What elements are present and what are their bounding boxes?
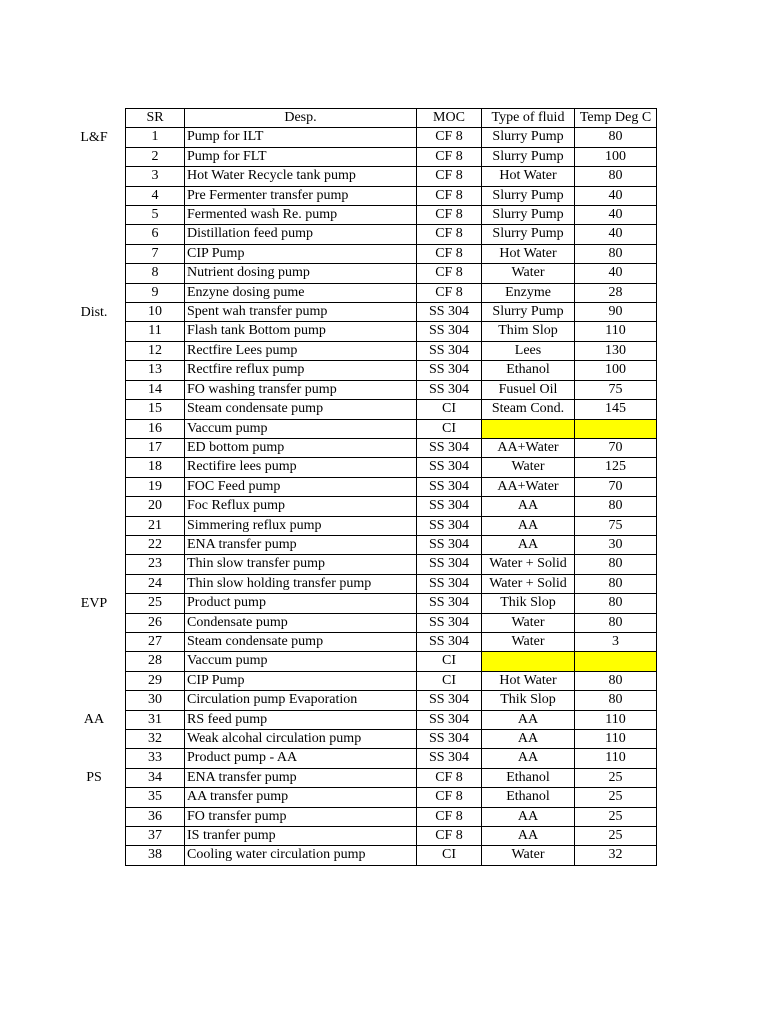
- cell-temp: 40: [575, 206, 657, 225]
- cell-temp: 40: [575, 225, 657, 244]
- cell-desp: Spent wah transfer pump: [185, 303, 417, 322]
- cell-moc: CF 8: [417, 768, 482, 787]
- cell-temp: 80: [575, 555, 657, 574]
- cell-sr: 28: [126, 652, 185, 671]
- group-label: PS: [86, 770, 102, 786]
- cell-moc: SS 304: [417, 516, 482, 535]
- table-row: [126, 827, 657, 846]
- cell-moc: CI: [417, 419, 482, 438]
- cell-desp: Cooling water circulation pump: [185, 846, 417, 865]
- cell-moc: SS 304: [417, 574, 482, 593]
- cell-temp: 130: [575, 341, 657, 360]
- cell-fluid: Thik Slop: [482, 691, 575, 710]
- table-row: [126, 613, 657, 632]
- cell-temp: [575, 652, 657, 671]
- table-row: [126, 264, 657, 283]
- cell-desp: Rectfire Lees pump: [185, 341, 417, 360]
- cell-sr: 4: [126, 186, 185, 205]
- cell-temp: 125: [575, 458, 657, 477]
- cell-sr: 23: [126, 555, 185, 574]
- cell-sr: 10: [126, 303, 185, 322]
- table-row: [126, 419, 657, 438]
- cell-temp: 80: [575, 594, 657, 613]
- cell-sr: 35: [126, 788, 185, 807]
- cell-sr: 1: [126, 128, 185, 147]
- cell-moc: SS 304: [417, 535, 482, 554]
- cell-moc: CF 8: [417, 186, 482, 205]
- cell-sr: 20: [126, 497, 185, 516]
- cell-fluid: AA: [482, 710, 575, 729]
- cell-temp: 25: [575, 827, 657, 846]
- cell-fluid: AA: [482, 807, 575, 826]
- cell-desp: CIP Pump: [185, 244, 417, 263]
- table-row: [126, 303, 657, 322]
- table-row: [126, 244, 657, 263]
- cell-temp: 80: [575, 128, 657, 147]
- pump-table: [125, 108, 657, 866]
- cell-temp: 25: [575, 788, 657, 807]
- cell-desp: Enzyne dosing pume: [185, 283, 417, 302]
- table-row: [126, 730, 657, 749]
- table-row: [126, 788, 657, 807]
- cell-desp: AA transfer pump: [185, 788, 417, 807]
- cell-fluid: Water: [482, 264, 575, 283]
- cell-desp: Fermented wash Re. pump: [185, 206, 417, 225]
- cell-sr: 31: [126, 710, 185, 729]
- cell-desp: Simmering reflux pump: [185, 516, 417, 535]
- cell-desp: FOC Feed pump: [185, 477, 417, 496]
- cell-moc: CF 8: [417, 264, 482, 283]
- cell-sr: 33: [126, 749, 185, 768]
- cell-fluid: [482, 419, 575, 438]
- cell-desp: Pre Fermenter transfer pump: [185, 186, 417, 205]
- cell-desp: Distillation feed pump: [185, 225, 417, 244]
- cell-fluid: AA: [482, 535, 575, 554]
- cell-fluid: Water: [482, 846, 575, 865]
- cell-moc: SS 304: [417, 613, 482, 632]
- cell-fluid: Hot Water: [482, 244, 575, 263]
- table-row: [126, 535, 657, 554]
- cell-temp: 75: [575, 380, 657, 399]
- table-row: [126, 749, 657, 768]
- cell-sr: 26: [126, 613, 185, 632]
- cell-sr: 37: [126, 827, 185, 846]
- cell-fluid: Ethanol: [482, 361, 575, 380]
- cell-sr: 2: [126, 147, 185, 166]
- cell-moc: SS 304: [417, 749, 482, 768]
- cell-temp: 80: [575, 671, 657, 690]
- cell-temp: 3: [575, 632, 657, 651]
- cell-sr: 22: [126, 535, 185, 554]
- cell-fluid: Slurry Pump: [482, 186, 575, 205]
- table-row: [126, 400, 657, 419]
- cell-fluid: Enzyme: [482, 283, 575, 302]
- cell-fluid: AA+Water: [482, 438, 575, 457]
- cell-moc: CF 8: [417, 807, 482, 826]
- cell-desp: Steam condensate pump: [185, 400, 417, 419]
- cell-fluid: Hot Water: [482, 671, 575, 690]
- cell-fluid: Steam Cond.: [482, 400, 575, 419]
- cell-sr: 18: [126, 458, 185, 477]
- cell-fluid: Ethanol: [482, 768, 575, 787]
- cell-desp: Rectfire reflux pump: [185, 361, 417, 380]
- cell-temp: 70: [575, 477, 657, 496]
- cell-fluid: Water + Solid: [482, 555, 575, 574]
- header-moc: MOC: [417, 109, 482, 128]
- cell-moc: SS 304: [417, 477, 482, 496]
- cell-fluid: [482, 652, 575, 671]
- cell-fluid: Slurry Pump: [482, 206, 575, 225]
- cell-fluid: AA: [482, 497, 575, 516]
- cell-desp: Circulation pump Evaporation: [185, 691, 417, 710]
- cell-fluid: Slurry Pump: [482, 303, 575, 322]
- cell-moc: CF 8: [417, 206, 482, 225]
- cell-fluid: Water: [482, 613, 575, 632]
- cell-temp: 40: [575, 264, 657, 283]
- cell-sr: 19: [126, 477, 185, 496]
- table-row: [126, 186, 657, 205]
- header-sr: SR: [126, 109, 185, 128]
- cell-desp: Steam condensate pump: [185, 632, 417, 651]
- cell-fluid: Thim Slop: [482, 322, 575, 341]
- cell-desp: Thin slow holding transfer pump: [185, 574, 417, 593]
- cell-sr: 29: [126, 671, 185, 690]
- table-row: [126, 594, 657, 613]
- cell-temp: 28: [575, 283, 657, 302]
- cell-desp: FO transfer pump: [185, 807, 417, 826]
- header-desp: Desp.: [185, 109, 417, 128]
- cell-moc: CI: [417, 400, 482, 419]
- cell-temp: 145: [575, 400, 657, 419]
- table-row: [126, 438, 657, 457]
- cell-fluid: Fusuel Oil: [482, 380, 575, 399]
- table-row: [126, 361, 657, 380]
- cell-moc: SS 304: [417, 730, 482, 749]
- table-row: [126, 632, 657, 651]
- cell-temp: 70: [575, 438, 657, 457]
- cell-moc: SS 304: [417, 691, 482, 710]
- group-label: AA: [83, 711, 105, 727]
- cell-sr: 32: [126, 730, 185, 749]
- cell-sr: 11: [126, 322, 185, 341]
- cell-fluid: Slurry Pump: [482, 147, 575, 166]
- cell-temp: 110: [575, 730, 657, 749]
- cell-temp: 80: [575, 167, 657, 186]
- cell-sr: 38: [126, 846, 185, 865]
- table-row: [126, 671, 657, 690]
- cell-sr: 7: [126, 244, 185, 263]
- cell-desp: ED bottom pump: [185, 438, 417, 457]
- cell-temp: 110: [575, 749, 657, 768]
- group-label: EVP: [80, 595, 108, 611]
- cell-temp: 75: [575, 516, 657, 535]
- cell-moc: SS 304: [417, 303, 482, 322]
- cell-moc: CF 8: [417, 225, 482, 244]
- cell-desp: IS tranfer pump: [185, 827, 417, 846]
- cell-desp: ENA transfer pump: [185, 535, 417, 554]
- cell-moc: CF 8: [417, 788, 482, 807]
- cell-desp: Product pump - AA: [185, 749, 417, 768]
- cell-desp: FO washing transfer pump: [185, 380, 417, 399]
- cell-fluid: AA+Water: [482, 477, 575, 496]
- cell-moc: CF 8: [417, 167, 482, 186]
- header-fluid: Type of fluid: [482, 109, 575, 128]
- cell-fluid: AA: [482, 749, 575, 768]
- cell-moc: SS 304: [417, 341, 482, 360]
- cell-temp: 100: [575, 147, 657, 166]
- cell-moc: CF 8: [417, 827, 482, 846]
- cell-sr: 15: [126, 400, 185, 419]
- cell-moc: CI: [417, 652, 482, 671]
- cell-desp: Pump for FLT: [185, 147, 417, 166]
- table-row: [126, 652, 657, 671]
- cell-temp: 110: [575, 322, 657, 341]
- table-row: [126, 322, 657, 341]
- cell-sr: 12: [126, 341, 185, 360]
- cell-sr: 24: [126, 574, 185, 593]
- cell-sr: 5: [126, 206, 185, 225]
- cell-temp: 25: [575, 807, 657, 826]
- cell-temp: 110: [575, 710, 657, 729]
- cell-fluid: Water: [482, 458, 575, 477]
- cell-sr: 34: [126, 768, 185, 787]
- cell-moc: SS 304: [417, 710, 482, 729]
- header-row: [126, 109, 657, 128]
- cell-sr: 14: [126, 380, 185, 399]
- cell-desp: Hot Water Recycle tank pump: [185, 167, 417, 186]
- cell-temp: [575, 419, 657, 438]
- cell-moc: SS 304: [417, 438, 482, 457]
- table-row: [126, 516, 657, 535]
- group-label: Dist.: [80, 304, 108, 320]
- group-label: L&F: [80, 129, 108, 145]
- cell-temp: 80: [575, 244, 657, 263]
- cell-temp: 40: [575, 186, 657, 205]
- cell-sr: 9: [126, 283, 185, 302]
- table-row: [126, 691, 657, 710]
- cell-temp: 30: [575, 535, 657, 554]
- table-row: [126, 477, 657, 496]
- cell-sr: 13: [126, 361, 185, 380]
- cell-moc: CI: [417, 846, 482, 865]
- cell-fluid: Water: [482, 632, 575, 651]
- table-row: [126, 128, 657, 147]
- table-row: [126, 846, 657, 865]
- cell-temp: 25: [575, 768, 657, 787]
- cell-desp: Vaccum pump: [185, 419, 417, 438]
- table-row: [126, 167, 657, 186]
- cell-desp: CIP Pump: [185, 671, 417, 690]
- cell-moc: CI: [417, 671, 482, 690]
- cell-desp: Rectifire lees pump: [185, 458, 417, 477]
- cell-sr: 21: [126, 516, 185, 535]
- cell-moc: SS 304: [417, 322, 482, 341]
- cell-desp: Condensate pump: [185, 613, 417, 632]
- cell-fluid: Slurry Pump: [482, 128, 575, 147]
- table-row: [126, 225, 657, 244]
- cell-moc: SS 304: [417, 632, 482, 651]
- cell-sr: 3: [126, 167, 185, 186]
- cell-desp: Weak alcohal circulation pump: [185, 730, 417, 749]
- cell-fluid: Slurry Pump: [482, 225, 575, 244]
- table-row: [126, 574, 657, 593]
- table-row: [126, 555, 657, 574]
- table-row: [126, 206, 657, 225]
- cell-fluid: AA: [482, 827, 575, 846]
- cell-fluid: Hot Water: [482, 167, 575, 186]
- cell-moc: CF 8: [417, 244, 482, 263]
- table-row: [126, 380, 657, 399]
- cell-sr: 16: [126, 419, 185, 438]
- cell-desp: Vaccum pump: [185, 652, 417, 671]
- table-row: [126, 147, 657, 166]
- cell-moc: CF 8: [417, 147, 482, 166]
- cell-desp: Nutrient dosing pump: [185, 264, 417, 283]
- cell-moc: CF 8: [417, 128, 482, 147]
- cell-sr: 6: [126, 225, 185, 244]
- cell-sr: 8: [126, 264, 185, 283]
- cell-temp: 90: [575, 303, 657, 322]
- table-row: [126, 283, 657, 302]
- cell-moc: SS 304: [417, 555, 482, 574]
- cell-moc: SS 304: [417, 458, 482, 477]
- cell-fluid: AA: [482, 730, 575, 749]
- cell-desp: Product pump: [185, 594, 417, 613]
- cell-temp: 80: [575, 574, 657, 593]
- table-row: [126, 710, 657, 729]
- cell-moc: SS 304: [417, 380, 482, 399]
- cell-fluid: Water + Solid: [482, 574, 575, 593]
- cell-fluid: Lees: [482, 341, 575, 360]
- cell-fluid: AA: [482, 516, 575, 535]
- table-row: [126, 768, 657, 787]
- cell-desp: ENA transfer pump: [185, 768, 417, 787]
- cell-sr: 17: [126, 438, 185, 457]
- cell-sr: 36: [126, 807, 185, 826]
- cell-desp: Foc Reflux pump: [185, 497, 417, 516]
- header-temp: Temp Deg C: [575, 109, 657, 128]
- cell-sr: 27: [126, 632, 185, 651]
- table-row: [126, 807, 657, 826]
- cell-fluid: Ethanol: [482, 788, 575, 807]
- cell-desp: Flash tank Bottom pump: [185, 322, 417, 341]
- cell-moc: SS 304: [417, 594, 482, 613]
- cell-temp: 32: [575, 846, 657, 865]
- cell-desp: Thin slow transfer pump: [185, 555, 417, 574]
- table-row: [126, 458, 657, 477]
- table-row: [126, 497, 657, 516]
- cell-moc: CF 8: [417, 283, 482, 302]
- cell-temp: 80: [575, 691, 657, 710]
- cell-temp: 80: [575, 497, 657, 516]
- cell-moc: SS 304: [417, 361, 482, 380]
- cell-temp: 100: [575, 361, 657, 380]
- cell-desp: RS feed pump: [185, 710, 417, 729]
- cell-temp: 80: [575, 613, 657, 632]
- cell-desp: Pump for ILT: [185, 128, 417, 147]
- table-row: [126, 341, 657, 360]
- cell-sr: 30: [126, 691, 185, 710]
- cell-fluid: Thik Slop: [482, 594, 575, 613]
- cell-moc: SS 304: [417, 497, 482, 516]
- cell-sr: 25: [126, 594, 185, 613]
